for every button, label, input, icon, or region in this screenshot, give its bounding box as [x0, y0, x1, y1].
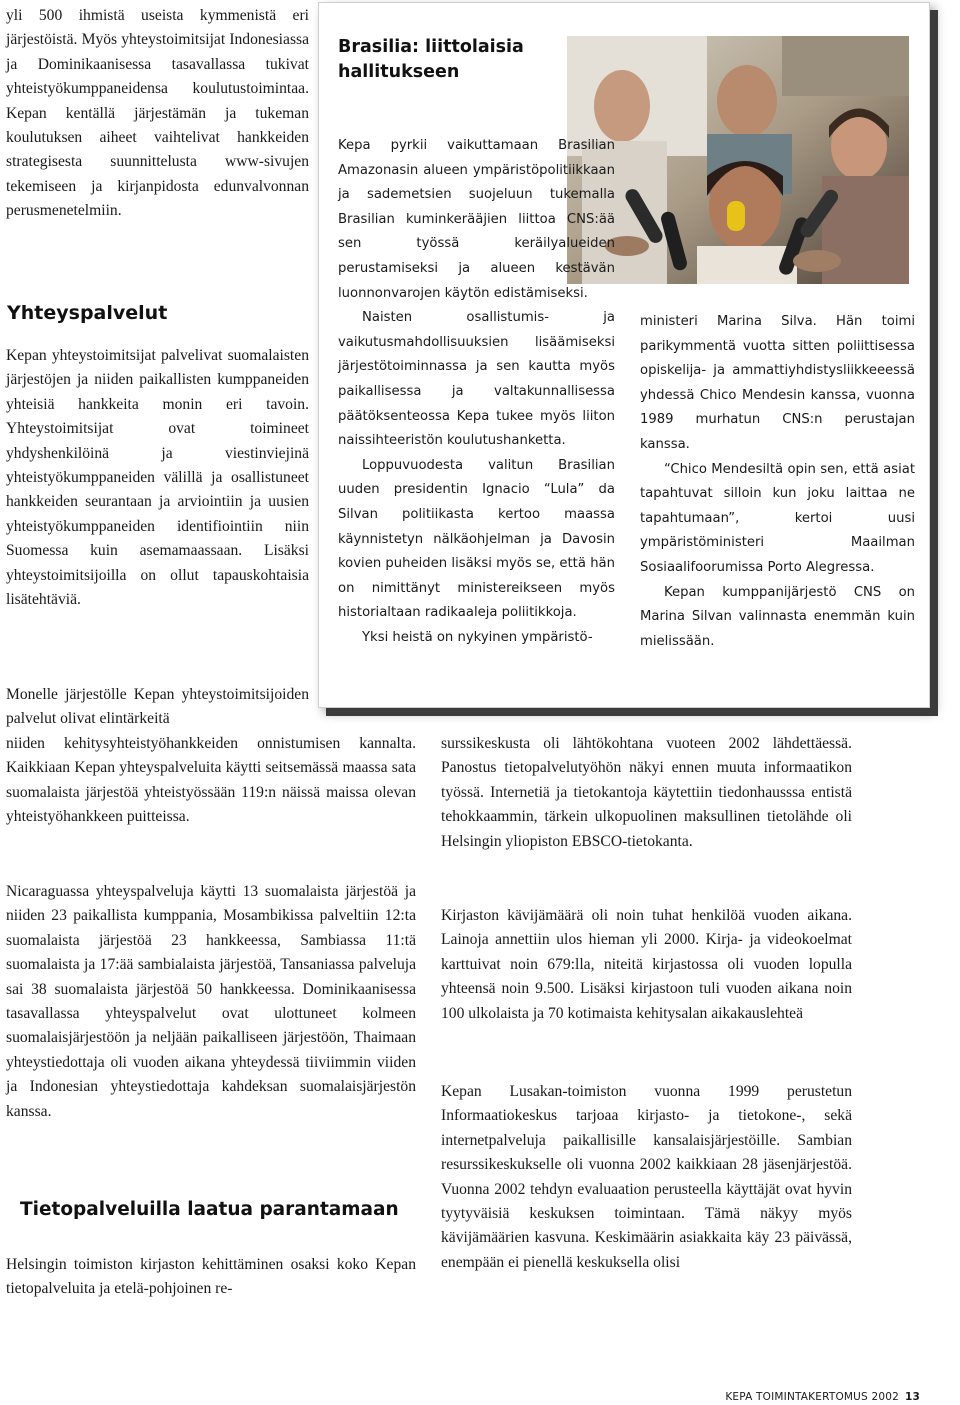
intro-paragraph: yli 500 ihmistä useista kymmenistä eri järjestöistä. Myös yhteystoimitsijat Indonesiassa ja Dominikaanisessa tasavallassa tukivat yhteistyökumppaneidensa koulutustoimintaa. Kepan kentällä järjestämän ja tukeman koulutuksen aiheet vaihtelivat hankkeiden strategisesta suunnittelusta www-sivujen tekemiseen ja kirjanpidosta edunvalvonnan perusmenetelmiin. — [6, 7, 309, 220]
sidebar-col2-p1: ministeri Marina Silva. Hän toimi parikymmentä vuotta sitten poliittisessa opiskelija- ja ammattiyhdistysliikkeeessä yhdessä Chico Mendesin kanssa, vuonna 1989 murhatun CNS:n perustajan kanssa. — [640, 314, 915, 452]
monelle-paragraph-start: Monelle järjestölle Kepan yhteystoimitsijoiden palvelut olivat elintärkeitä — [6, 686, 309, 728]
sidebar-column-1 — [338, 134, 615, 650]
yhteyspalvelut-heading: Yhteyspalvelut — [7, 302, 168, 324]
kirjasto-paragraph: Kirjaston kävijämäärä oli noin tuhat henkilöä vuoden aikana. Lainoja annettiin ulos hieman yli 2000. Kirja- ja videokoelmat karttuivat noin 679:lla, niteitä kirjastossa oli vuoden lopulla yhteensä noin 9.500. Lisäksi kirjastoon tuli vuoden aikana noin 100 ulkolaista ja 70 kotimaista kehitysalan aikakauslehteä — [441, 907, 852, 1022]
yhteyspalvelut-paragraph: Kepan yhteystoimitsijat palvelivat suomalaisten järjestöjen ja niiden paikallisten kumppaneiden yhteisiä hankkeita monin eri tavoin. Yhteystoimitsijat ovat toimineet yhdyshenkilöinä ja viestinviejinä yhteistyökumppaneiden välillä ja osallistuneet hankkeiden seurantaan ja arviointiin ja uusien yhteistyökumppaneiden identifiointiin niin Suomessa kuin asemamaassaan. Lisäksi yhteystoimitsijoilla on ollut tapauskohtaisia lisätehtäviä. — [6, 347, 309, 609]
page-footer — [725, 1391, 920, 1403]
press-photo-illustration — [567, 36, 909, 284]
publication-title: KEPA TOIMINTAKERTOMUS 2002 — [725, 1391, 899, 1403]
tietopalvelu-heading: Tietopalveluilla laatua parantamaan — [20, 1199, 399, 1220]
resurssi-paragraph: surssikeskusta oli lähtökohtana vuoteen 2002 lähdettäessä. Panostus tietopalvelutyöhön näkyi ennen muuta informaatikon työssä. Internetiä ja tietokantoja käytettiin tiedonhausssa entistä tehokkaammin, tärkein ulkopuolinen maksullinen tietolähde oli Helsingin yliopiston EBSCO-tietokanta. — [441, 735, 852, 850]
sidebar-col2-p3: Kepan kumppanijärjestö CNS on Marina Silvan valinnasta enemmän kuin mielissään. — [640, 584, 915, 649]
monelle-paragraph-continued: niiden kehitysyhteistyöhankkeiden onnistumisen kannalta. Kaikkiaan Kepan yhteyspalveluita käytti seitsemässä maassa sata suomalaista järjestöä yhteistyössään 119:n näissä maissa olevan yhteistyöhankkeen puitteissa. — [6, 735, 416, 826]
helsinki-paragraph: Helsingin toimiston kirjaston kehittäminen osaksi koko Kepan tietopalveluita ja etelä-pohjoinen re- — [6, 1256, 416, 1298]
page-number: 13 — [904, 1391, 920, 1403]
press-photo — [567, 36, 909, 284]
lusaka-paragraph: Kepan Lusakan-toimiston vuonna 1999 perustetun Informaatiokeskus tarjoaa kirjasto- ja tietokone-, sekä internetpalveluja paikallisille kansalaisjärjestöille. Sambian resurssikeskukselle oli vuonna 2002 kaikkiaan 28 jäsenjärjestöä. Vuonna 2002 tehdyn evaluaation perusteella käyttäjät ovat hyvin tyytyväisiä keskuksen toimintaan. Tämä näkyy myös kävijämäärien kasvuna. Keskimäärin asiakkaita käy 23 päivässä, enempään ei pienellä keskuksella olisi — [441, 1083, 852, 1271]
sidebar-col1-p2: Naisten osallistumis- ja vaikutusmahdollisuuksien lisäämiseksi järjestötoiminnassa ja sen kautta myös paikallisessa ja valtakunnallisessa päätöksenteossa Kepa tukee myös liiton naissihteeristön koulutushanketta. — [338, 310, 615, 449]
brasilia-sidebar — [318, 2, 930, 708]
sidebar-col2-p2: “Chico Mendesiltä opin sen, että asiat tapahtuvat silloin kun joku laittaa ne tapahtumaan”, kertoi uusi ympäristöministeri Maailman Sosiaalifoorumissa Porto Alegressa. — [640, 461, 915, 575]
sidebar-column-2 — [640, 310, 915, 654]
sidebar-col1-p3: Loppuvuodesta valitun Brasilian uuden presidentin Ignacio “Lula” da Silvan politiikasta kertoo maassa käynnistetyn nälkäohjelman ja Davosin kovien puheiden lisäksi myös se, että hän on nimittänyt ministereikseen myös historialtaan radikaaleja poliitikkoja. — [338, 457, 615, 621]
nicaragua-paragraph: Nicaraguassa yhteyspalveluja käytti 13 suomalaista järjestöä ja niiden 23 paikallista kumppania, Mosambikissa palveltiin 12:ta suomalaista järjestöä 23 hankkeessa, Sambiassa 11:tä suomalaista ja 17:ää sambialaista järjestöä, Tansaniassa palveluja sai 38 suomalaista järjestöä 50 hankkeessa. Dominikaanisessa tasavallassa yhteyspalvelut ovat ulottuneet kolmeen suomalaisjärjestöön ja neljään paikalliseen järjestöön, Thaimaan yhteystiedottaja oli vuoden aikana yhteydessä tiiviimmin viiden ja Indonesian yhteystiedottaja kahdeksan suomalaisjärjestön kanssa. — [6, 883, 416, 1120]
sidebar-col1-p1: Kepa pyrkii vaikuttamaan Brasilian Amazonasin alueen ympäristöpolitiikkaan ja sademetsien suojeluun tukemalla Brasilian kuminkerääjien liittoa CNS:ää sen työssä keräilyalueiden perustamiseksi ja alueen kestävän luonnonvarojen käytön edistämiseksi. — [338, 138, 615, 301]
sidebar-col1-p4: Yksi heistä on nykyinen ympäristö- — [362, 629, 593, 645]
sidebar-title: Brasilia: liittolaisia hallitukseen — [338, 37, 524, 82]
